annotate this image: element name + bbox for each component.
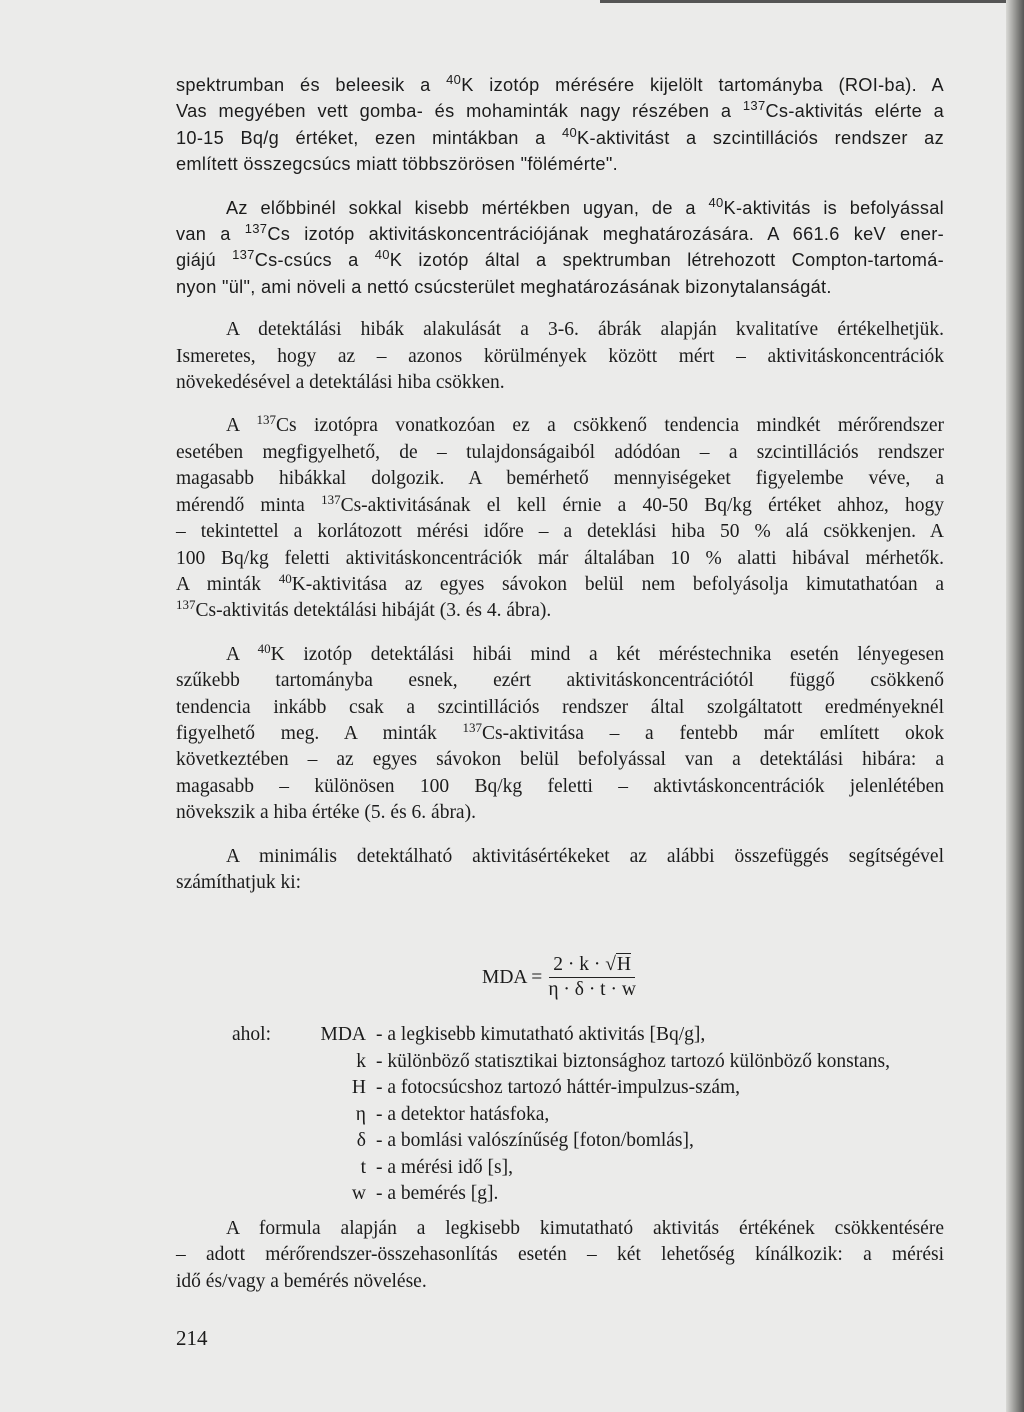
formula-radical: √ (605, 954, 616, 975)
mass-number: 40 (278, 570, 292, 586)
text-run: K-aktivitása az egyes sávokon belül nem befolyásolja kimutathatóan a (291, 573, 944, 595)
text-run: A minimális detektálható aktivitásértékeket az alábbi összefüggés segítségével (226, 845, 944, 867)
text-run: A detektálási hibák alakulását a 3-6. ábrák alapján kvalitatíve értékelhetjük. (226, 319, 944, 341)
text-line (176, 598, 944, 624)
text-line (176, 440, 944, 466)
text-run: Cs-aktivitása – a fentebb már említett okok (482, 722, 945, 744)
text-line (176, 98, 944, 124)
text-run: van a (176, 224, 245, 245)
text-run: tendencia inkább csak a szcintillációs rendszer által szolgáltatott eredményeknél (176, 696, 944, 718)
text-line (176, 221, 944, 247)
text-line (176, 195, 944, 221)
text-run: K-aktivitást a szcintillációs rendszer az (577, 127, 944, 148)
scan-edge-top (600, 0, 1024, 3)
text-run: említett összegcsúcs miatt többszörösen "fölémérte". (176, 154, 618, 175)
text-run: giájú (176, 250, 233, 271)
text-line (176, 642, 944, 668)
text-run: – adott mérőrendszer-összehasonlítás esetén – két lehetőség kínálkozik: a mérési (176, 1244, 944, 1266)
text-run: K-aktivitás is befolyással (723, 197, 945, 218)
paragraph (176, 1216, 944, 1295)
text-line (176, 413, 944, 439)
closing-paragraph (176, 1216, 944, 1312)
text-line (176, 774, 944, 800)
text-run: Cs-aktivitás elérte a (765, 101, 945, 122)
text-run: K izotóp detektálási hibái mind a két méréstechnika esetén lényegesen (270, 643, 944, 665)
text-line (176, 519, 944, 545)
paragraph (176, 195, 944, 301)
text-run: 100 Bq/kg feletti aktivitáskoncentrációk már általában 10 % alatti hibával mérhetők. (176, 547, 944, 569)
definition-text: - a bomlási valószínűség [foton/bomlás], (376, 1130, 694, 1152)
mass-number: 137 (462, 719, 483, 735)
paragraph (176, 642, 944, 827)
definition-symbol: H (351, 1077, 366, 1099)
definition-row (232, 1049, 890, 1076)
definition-text: - a legkisebb kimutatható aktivitás [Bq/g], (376, 1024, 706, 1046)
text-run: Cs-csúcs a (254, 250, 375, 271)
definition-text: - a mérési idő [s], (376, 1156, 513, 1178)
text-line (176, 1269, 944, 1295)
text-run: magasabb – különösen 100 Bq/kg feletti – aktivtáskoncentrációk jelenlétében (176, 775, 944, 797)
text-line (176, 546, 944, 572)
text-line (176, 870, 944, 896)
formula-numerator: 2 · k · √H (549, 954, 635, 978)
text-run: növekedésével a detektálási hiba csökken. (176, 372, 505, 394)
text-run: következtében – az egyes sávokon belül befolyással van a detektálási hibára: a (176, 749, 944, 771)
text-run: számíthatjuk ki: (176, 871, 302, 893)
definition-text: - különböző statisztikai biztonsághoz tartozó különböző konstans, (376, 1050, 890, 1072)
definition-row (232, 1181, 890, 1208)
definition-symbol: MDA (320, 1024, 366, 1046)
definitions-list (232, 1022, 890, 1208)
text-line (176, 72, 944, 98)
text-run: figyelhető meg. A minták (176, 722, 463, 744)
text-line (176, 1216, 944, 1242)
text-run: A (226, 643, 258, 665)
formula-lhs: MDA = (482, 966, 543, 988)
mass-number: 137 (232, 247, 255, 263)
text-run: A minták (176, 573, 279, 595)
text-run: 10-15 Bq/g értéket, ezen mintákban a (176, 127, 562, 148)
text-line (176, 747, 944, 773)
definition-symbol: δ (356, 1130, 366, 1152)
text-run: magasabb hibákkal dolgozik. A bemérhető mennyiségeket figyelembe véve, a (176, 468, 944, 490)
text-run: Cs-aktivitásának el kell érnie a 40-50 Bq/kg értéket ahhoz, hogy (340, 494, 944, 516)
text-line (176, 247, 944, 273)
text-run: K izotóp mérésére kijelölt tartományba (ROI-ba). A (461, 75, 944, 95)
text-line (176, 317, 944, 343)
mass-number: 137 (321, 491, 341, 507)
definition-row (232, 1075, 890, 1102)
text-line (176, 125, 944, 151)
paragraph (176, 72, 944, 178)
text-line (176, 493, 944, 519)
text-run: K izotóp által a spektrumban létrehozott Compton-tartomá- (389, 250, 945, 271)
formula-fraction (548, 954, 636, 1001)
text-run: A (226, 415, 257, 437)
mass-number: 137 (244, 221, 268, 237)
text-line (176, 721, 944, 747)
text-run: spektrumban és beleesik a (176, 75, 447, 95)
scan-edge-right (1006, 0, 1024, 1412)
mass-number: 137 (742, 98, 766, 114)
text-run: Vas megyében vett gomba- és mohaminták nagy részében a (176, 101, 743, 122)
text-line (176, 695, 944, 721)
definition-row (232, 1155, 890, 1182)
paragraph (176, 413, 944, 624)
mass-number: 40 (561, 124, 578, 140)
mass-number: 40 (708, 194, 724, 210)
page-number: 214 (176, 1326, 208, 1350)
definition-symbol: η (355, 1103, 366, 1125)
text-line (176, 466, 944, 492)
definition-symbol: t (360, 1156, 366, 1178)
mass-number: 40 (257, 640, 271, 656)
definition-symbol: k (356, 1050, 366, 1072)
text-run: növekszik a hiba értéke (5. és 6. ábra). (176, 802, 476, 824)
text-run: nyon "ül", ami növeli a nettó csúcsterület meghatározásának bizonytalanságát. (176, 276, 832, 297)
definition-text: - a bemérés [g]. (376, 1183, 499, 1205)
text-line (176, 844, 944, 870)
definition-row (232, 1022, 890, 1049)
definition-symbol: w (351, 1183, 366, 1205)
text-line (176, 370, 944, 396)
definition-text: - a detektor hatásfoka, (376, 1103, 550, 1125)
text-line (176, 151, 944, 177)
text-line (176, 668, 944, 694)
text-run: Ismeretes, hogy az – azonos körülmények között mért – aktivitáskoncentrációk (176, 345, 944, 367)
definition-text: - a fotocsúcshoz tartozó háttér-impulzus-szám, (376, 1077, 741, 1099)
mda-formula (482, 954, 636, 1001)
body-text (176, 72, 944, 913)
text-run: Cs-aktivitás detektálási hibáját (3. és 4. ábra). (195, 600, 552, 622)
text-line (176, 1242, 944, 1268)
formula-denominator: η · δ · t · w (548, 979, 636, 1000)
text-run: mérendő minta (176, 494, 322, 516)
formula-radicand: H (616, 954, 632, 975)
text-run: idő és/vagy a bemérés növelése. (176, 1270, 427, 1292)
paragraph (176, 844, 944, 897)
mass-number: 40 (374, 247, 390, 263)
text-run: esetében megfigyelhető, de – tulajdonságaiból adódóan – a szcintillációs rendszer (176, 441, 944, 463)
text-line (176, 572, 944, 598)
paragraph (176, 317, 944, 396)
text-run: Cs izotóp aktivitáskoncentrációjának meghatározására. A 661.6 keV ener- (267, 224, 944, 245)
definitions-head: ahol: (232, 1024, 271, 1046)
text-line (176, 800, 944, 826)
text-run: Cs izotópra vonatkozóan ez a csökkenő tendencia mindkét mérőrendszer (275, 415, 945, 437)
mass-number: 137 (176, 597, 196, 613)
mass-number: 137 (256, 412, 276, 428)
text-run: szűkebb tartományba esnek, ezért aktivitáskoncentrációtól függő csökkenő (176, 670, 944, 692)
mass-number: 40 (446, 72, 462, 87)
text-run: – tekintettel a korlátozott mérési időre – a deteklási hiba 50 % alá csökkenjen. A (176, 521, 944, 543)
text-line (176, 274, 944, 300)
text-line (176, 344, 944, 370)
definition-row (232, 1128, 890, 1155)
text-run: Az előbbinél sokkal kisebb mértékben ugyan, de a (226, 197, 709, 218)
text-run: A formula alapján a legkisebb kimutatható aktivitás értékének csökkentésére (226, 1218, 944, 1239)
definition-row (232, 1102, 890, 1129)
